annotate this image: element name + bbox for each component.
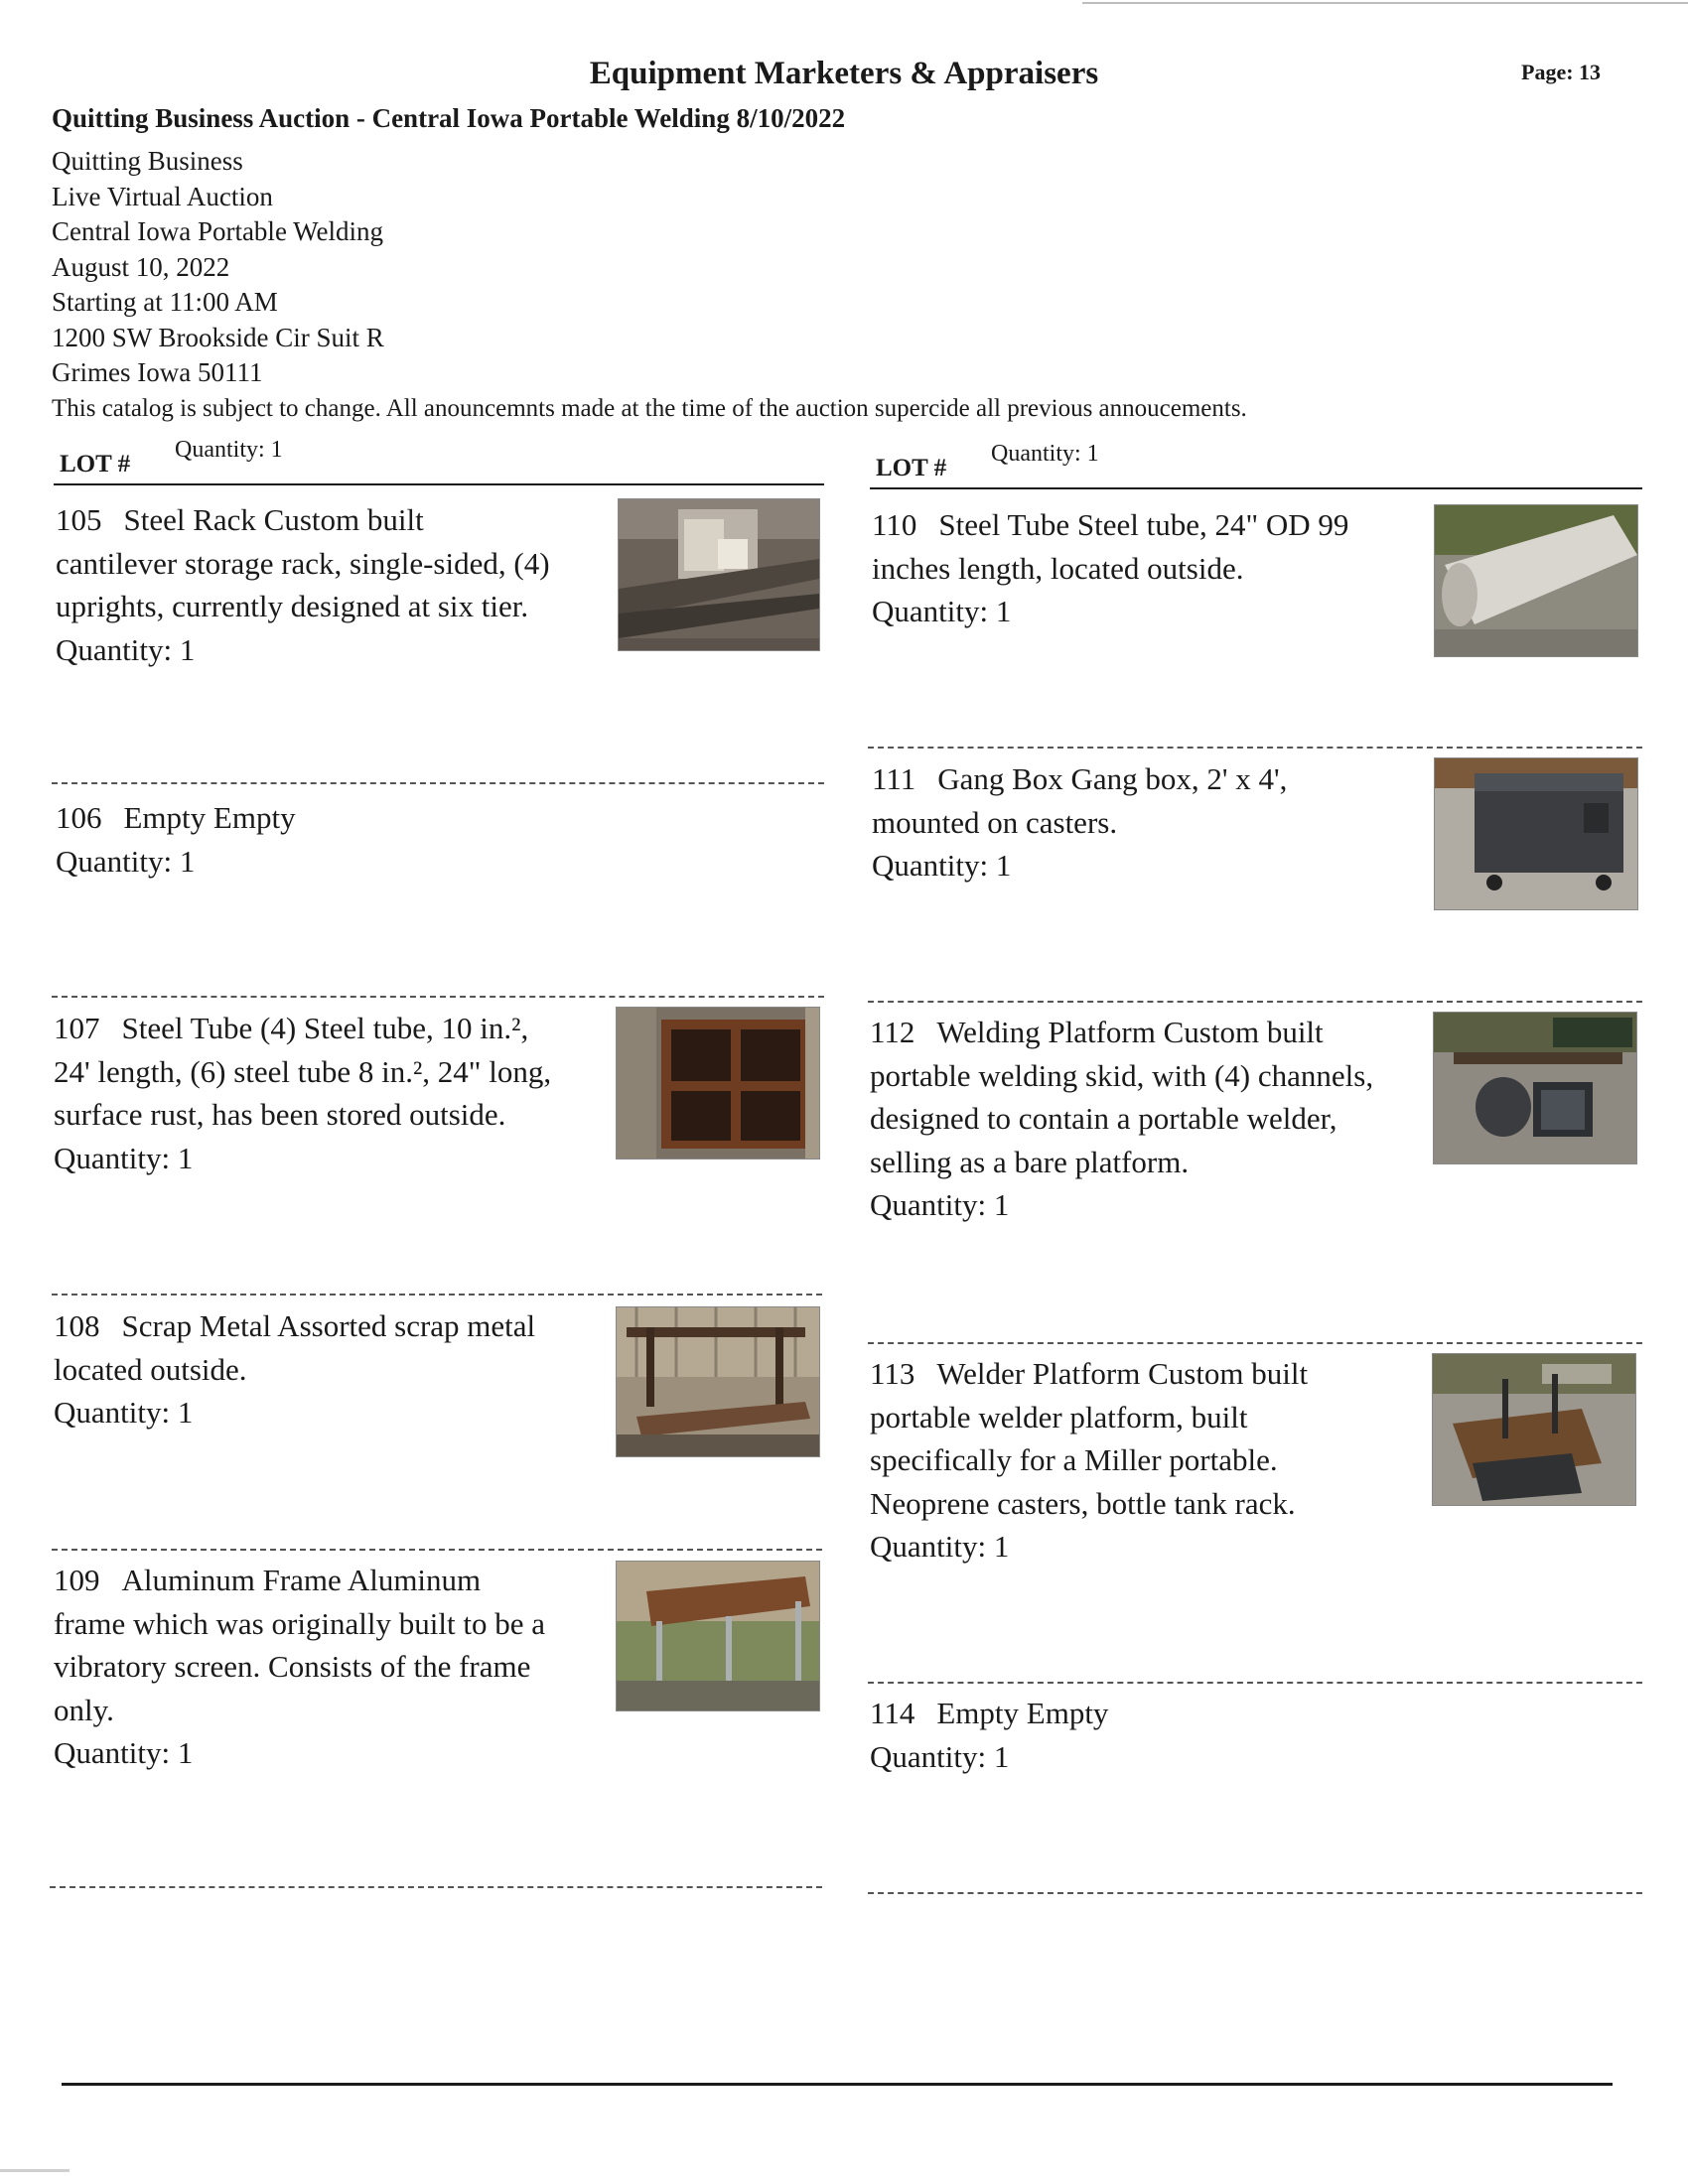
lot-quantity: Quantity: 1	[870, 1529, 1010, 1564]
info-line: Starting at 11:00 AM	[52, 287, 278, 317]
right-column-header	[876, 441, 1640, 485]
lot-110	[872, 503, 1438, 633]
scrap-metal-photo	[616, 1306, 820, 1457]
lot-description: inches length, located outside.	[872, 550, 1244, 586]
lot-description: located outside.	[54, 1351, 247, 1387]
lot-description: designed to contain a portable welder,	[870, 1101, 1337, 1136]
lot-number: 108	[54, 1308, 100, 1343]
lot-separator	[868, 1892, 1642, 1894]
lot-description: Neoprene casters, bottle tank rack.	[870, 1485, 1296, 1521]
lot-description: vibratory screen. Consists of the frame	[54, 1649, 531, 1684]
auction-info	[52, 144, 384, 391]
lot-description: portable welder platform, built	[870, 1399, 1248, 1434]
lot-111	[872, 757, 1438, 887]
lot-105	[56, 498, 612, 671]
lot-quantity: Quantity: 1	[872, 848, 1012, 883]
lot-number: 113	[870, 1356, 915, 1391]
lot-quantity: Quantity: 1	[870, 1187, 1010, 1222]
steel-rack-photo	[618, 498, 820, 651]
large-steel-tube-photo	[1434, 504, 1638, 657]
lot-separator	[52, 1294, 822, 1296]
lot-number: 110	[872, 507, 917, 542]
lot-description: Empty Empty	[936, 1696, 1109, 1730]
info-line: Grimes Iowa 50111	[52, 357, 263, 387]
lot-quantity: Quantity: 1	[54, 1395, 194, 1430]
lot-quantity: Quantity: 1	[56, 631, 196, 667]
steel-tube-bundle-photo	[616, 1007, 820, 1160]
page-number: Page: 13	[1521, 60, 1602, 84]
lot-description: portable welding skid, with (4) channels,	[870, 1057, 1374, 1093]
lot-106	[56, 796, 612, 883]
lot-description: only.	[54, 1692, 114, 1727]
lot-separator	[52, 996, 824, 998]
lot-description: specifically for a Miller portable.	[870, 1442, 1278, 1477]
lot-number: 111	[872, 761, 916, 796]
info-line: 1200 SW Brookside Cir Suit R	[52, 322, 384, 352]
lot-description: uprights, currently designed at six tier.	[56, 589, 529, 623]
info-line: Central Iowa Portable Welding	[52, 216, 383, 246]
lot-description: 24' length, (6) steel tube 8 in.², 24" long,	[54, 1053, 552, 1089]
lot-description: Steel Tube Steel tube, 24" OD 99	[938, 507, 1349, 542]
lot-quantity: Quantity: 1	[54, 1140, 194, 1175]
scan-edge-line	[1082, 2, 1688, 4]
page-footer-rule	[62, 2083, 1613, 2086]
gang-box-photo	[1434, 757, 1638, 910]
lot-quantity: Quantity: 1	[54, 1735, 194, 1770]
lot-description: Welding Platform Custom built	[936, 1015, 1324, 1049]
lot-description: Scrap Metal Assorted scrap metal	[121, 1308, 536, 1343]
lot-description: cantilever storage rack, single-sided, (4)	[56, 545, 550, 581]
lot-description: Welder Platform Custom built	[936, 1356, 1309, 1391]
welding-platform-photo	[1433, 1012, 1637, 1164]
lot-108	[54, 1304, 620, 1434]
quantity-heading: Quantity: 1	[175, 437, 283, 463]
info-line: Quitting Business	[52, 146, 243, 176]
lot-description: selling as a bare platform.	[870, 1144, 1190, 1179]
lot-separator	[868, 1682, 1642, 1684]
lot-quantity: Quantity: 1	[56, 843, 196, 879]
lot-description: Aluminum Frame Aluminum	[121, 1563, 482, 1597]
left-column-header	[60, 437, 824, 481]
lot-112	[870, 1011, 1446, 1227]
right-column-rule	[870, 487, 1642, 489]
catalog-disclaimer: This catalog is subject to change. All anouncemnts made at the time of the auction supercide all previous annoucements.	[52, 395, 1247, 422]
quantity-heading: Quantity: 1	[991, 441, 1099, 467]
lot-107	[54, 1007, 620, 1179]
lot-number: 105	[56, 502, 102, 537]
lot-separator	[52, 1549, 822, 1551]
lot-description: mounted on casters.	[872, 804, 1118, 840]
lot-number: 106	[56, 800, 102, 835]
welder-platform-photo	[1432, 1353, 1636, 1506]
company-title: Equipment Marketers & Appraisers	[589, 56, 1099, 91]
lot-separator	[868, 747, 1642, 749]
info-line: August 10, 2022	[52, 251, 230, 282]
scan-edge-mark	[0, 2169, 70, 2172]
lot-description: Steel Rack Custom built	[123, 502, 424, 537]
lot-number: 112	[870, 1015, 915, 1049]
lot-description: frame which was originally built to be a	[54, 1605, 546, 1641]
lot-113	[870, 1352, 1436, 1569]
lot-quantity: Quantity: 1	[870, 1738, 1010, 1774]
lot-description: Empty Empty	[123, 800, 296, 835]
lot-number-heading: LOT #	[876, 455, 947, 481]
lot-quantity: Quantity: 1	[872, 594, 1012, 628]
auction-subtitle: Quitting Business Auction - Central Iowa Portable Welding 8/10/2022	[52, 103, 846, 133]
lot-description: surface rust, has been stored outside.	[54, 1097, 506, 1132]
lot-114	[870, 1692, 1436, 1778]
left-column-rule	[54, 483, 824, 485]
lot-number: 107	[54, 1011, 100, 1045]
aluminum-frame-photo	[616, 1561, 820, 1711]
lot-description: Steel Tube (4) Steel tube, 10 in.²,	[121, 1011, 529, 1045]
info-line: Live Virtual Auction	[52, 181, 273, 211]
lot-number: 114	[870, 1696, 915, 1730]
lot-separator	[52, 782, 824, 784]
lot-separator	[868, 1342, 1642, 1344]
lot-separator	[868, 1001, 1642, 1003]
lot-description: Gang Box Gang box, 2' x 4',	[937, 761, 1288, 796]
lot-separator	[50, 1886, 822, 1888]
lot-number-heading: LOT #	[60, 451, 131, 478]
lot-109	[54, 1559, 620, 1775]
lot-number: 109	[54, 1563, 100, 1597]
